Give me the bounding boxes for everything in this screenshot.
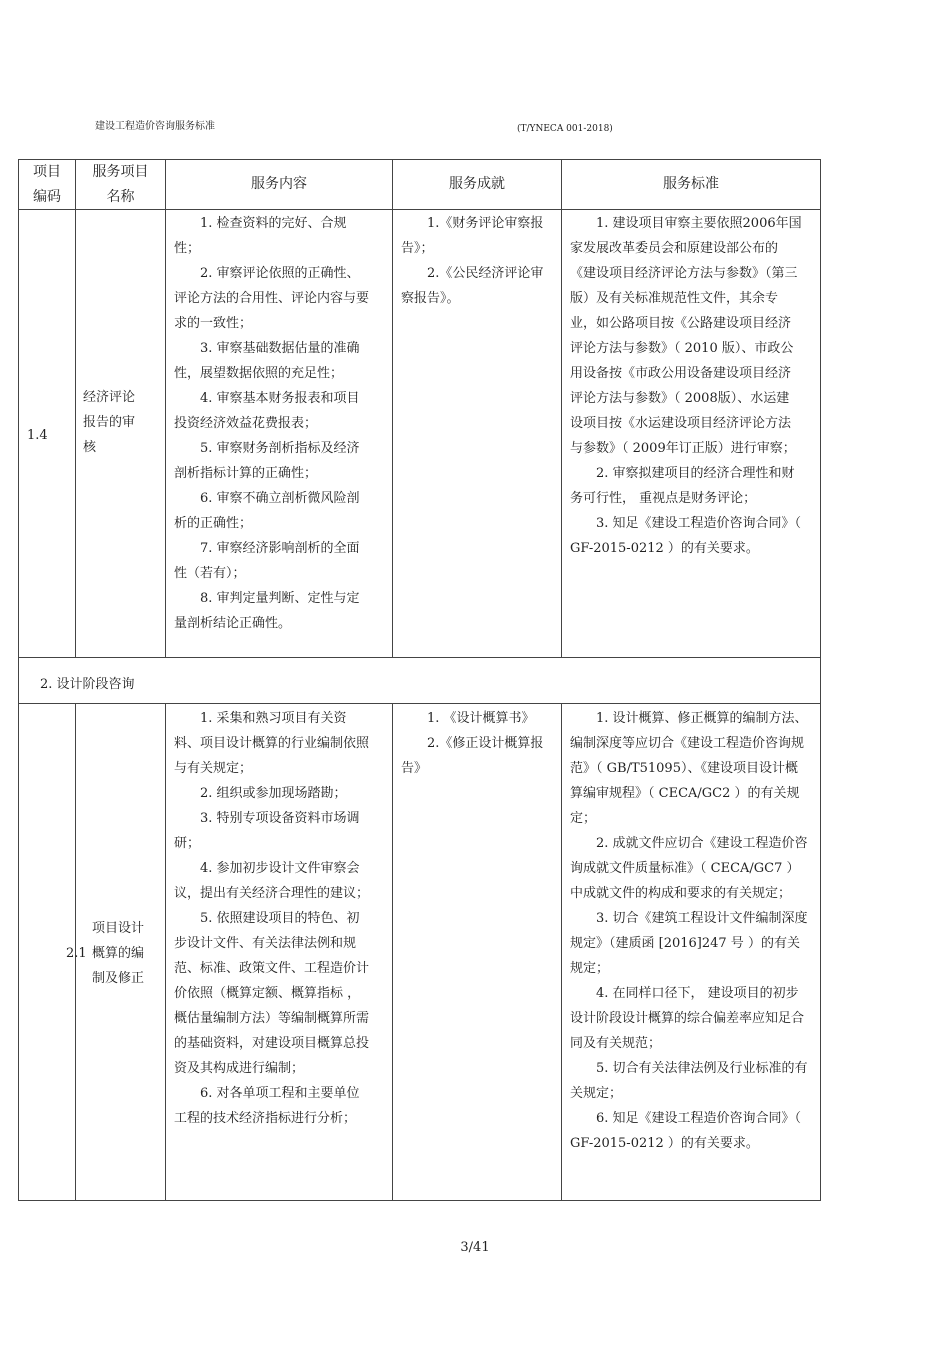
row2-content xyxy=(174,706,370,1131)
list-item: 8. 审判定量判断、定性与定量剖析结论正确性。 xyxy=(174,591,360,631)
row2-code: 2.1 xyxy=(66,946,87,961)
row1-name: 经济评论 报告的审 核 xyxy=(83,390,136,455)
list-item: 2.《公民经济评论审察报告》。 xyxy=(401,266,544,306)
list-item: 5. 审察财务剖析指标及经济剖析指标计算的正确性； xyxy=(174,441,360,481)
header-standard: 服务标准 xyxy=(663,176,719,192)
list-item: 4. 在同样口径下， 建设项目的初步设计阶段设计概算的综合偏差率应知足合同及有关规范； xyxy=(570,986,805,1051)
list-item: 1. 《设计概算书》 xyxy=(427,711,535,726)
list-item: 3. 特别专项设备资料市场调研； xyxy=(174,811,360,851)
list-item: 4. 参加初步设计文件审察会议，提出有关经济合理性的建议； xyxy=(174,861,370,901)
row1-result xyxy=(401,211,551,311)
list-item: 2. 组织或参加现场踏勘； xyxy=(200,786,347,801)
header-content: 服务内容 xyxy=(251,176,307,192)
list-item: 2.《修正设计概算报告》 xyxy=(401,736,544,776)
row1-code: 1.4 xyxy=(27,428,48,443)
list-item: 2. 成就文件应切合《建设工程造价咨询成就文件质量标准》（ CECA/GC7 ）中成就文件的构成和要求的有关规定； xyxy=(570,836,808,901)
list-item: 3. 切合《建筑工程设计文件编制深度规定》（建质函 [2016]247 号 ）的有关规定； xyxy=(570,911,808,976)
page-number: 3/41 xyxy=(460,1240,490,1255)
list-item: 1. 建设项目审察主要依照2006年国家发展改革委员会和原建设部公布的《建设项目经济评论方法与参数》（第三版）及有关标准规范性文件，其余专业，如公路项目按《公路建设项目经济评论方法与参数》（ 2010 版）、市政公用设备按《市政公用设备建设项目经济评论方法与参数》（ 2008版）、水运建设项目按《水运建设项目经济评论方法与参数》（ 2009年订正版）进行审察； xyxy=(570,216,802,456)
list-item: 6. 对各单项工程和主要单位工程的技术经济指标进行分析； xyxy=(174,1086,360,1126)
header-code: 项目 编码 xyxy=(33,164,61,205)
header-name: 服务项目 名称 xyxy=(92,164,149,205)
list-item: 2. 审察评论依照的正确性、评论方法的合用性、评论内容与要求的一致性； xyxy=(174,266,370,331)
row2-result xyxy=(401,706,551,781)
list-item: 1. 采集和熟习项目有关资料、项目设计概算的行业编制依照与有关规定； xyxy=(174,711,370,776)
list-item: 7. 审察经济影响剖析的全面性（若有）； xyxy=(174,541,360,581)
row2-standard xyxy=(570,706,810,1156)
list-item: 2. 审察拟建项目的经济合理性和财务可行性， 重视点是财务评论； xyxy=(570,466,795,506)
list-item: 5. 依照建设项目的特色、初步设计文件、有关法律法例和规范、标准、政策文件、工程造价计价依照（概算定额、概算指标 ，概估量编制方法）等编制概算所需的基础资料，对建设项目概算总投资及其构成进行编制； xyxy=(174,911,370,1076)
section-title: 2. 设计阶段咨询 xyxy=(40,677,135,692)
list-item: 1. 设计概算、修正概算的编制方法、编制深度等应切合《建设工程造价咨询规范》（ GB/T51095）、《建设项目设计概算编审规程》（ CECA/GC2 ）的有关规定； xyxy=(570,711,808,826)
row2-name: 项目设计 概算的编 制及修正 xyxy=(91,921,144,986)
header-result: 服务成就 xyxy=(449,176,505,192)
list-item: 3. 审察基础数据估量的准确性，展望数据依照的充足性； xyxy=(174,341,360,381)
list-item: 1. 检查资料的完好、合规性； xyxy=(174,216,347,256)
row1-standard xyxy=(570,211,802,561)
running-header-title: 建设工程造价咨询服务标准 xyxy=(95,121,215,132)
row1-content xyxy=(174,211,370,636)
list-item: 6. 知足《建设工程造价咨询合同》（ GF-2015-0212 ）的有关要求。 xyxy=(570,1111,802,1151)
list-item: 5. 切合有关法律法例及行业标准的有关规定； xyxy=(570,1061,808,1101)
standard-code: (T/YNECA 001-2018) xyxy=(517,124,613,134)
list-item: 1.《财务评论审察报告》； xyxy=(401,216,544,256)
list-item: 3. 知足《建设工程造价咨询合同》（ GF-2015-0212 ）的有关要求。 xyxy=(570,516,802,556)
list-item: 6. 审察不确立剖析微风险剖析的正确性； xyxy=(174,491,360,531)
list-item: 4. 审察基本财务报表和项目投资经济效益花费报表； xyxy=(174,391,360,431)
